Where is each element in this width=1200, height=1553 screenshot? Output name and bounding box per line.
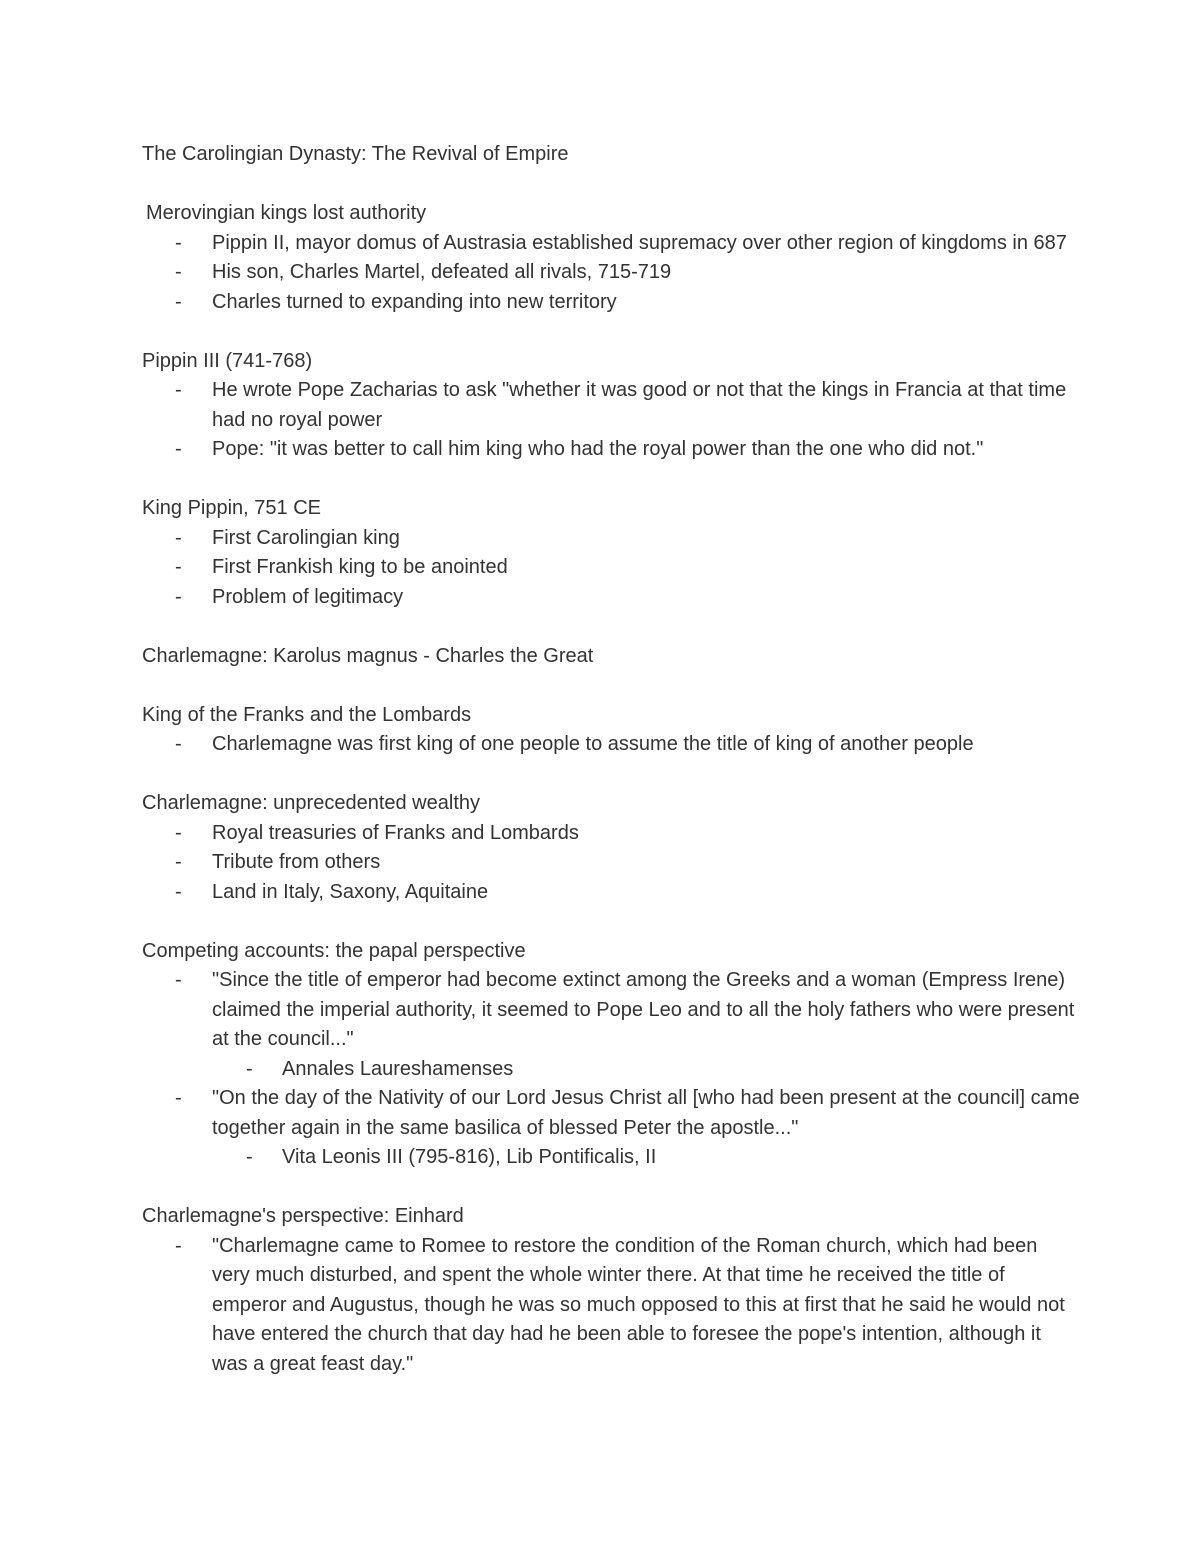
section-heading: Charlemagne: Karolus magnus - Charles the Great [142,644,594,667]
bullet-list [142,819,1080,908]
list-item [142,258,1080,288]
list-item [142,553,1080,583]
dash-bullet: - [175,1087,182,1109]
list-item-text: Problem of legitimacy [212,585,404,608]
bullet-list [142,966,1080,1173]
dash-bullet: - [175,526,182,549]
dash-bullet: - [175,556,182,578]
section-heading: Charlemagne's perspective: Einhard [142,1205,464,1227]
list-item-text: First Carolingian king [212,526,400,549]
dash-bullet: - [175,231,182,254]
list-item-text: First Frankish king to be anointed [212,556,508,578]
list-item [142,966,1080,1084]
section-king-pippin [142,494,1080,612]
bullet-list [142,229,1080,318]
section-charlemagne-name [142,642,1080,672]
list-item-text: "Charlemagne came to Romee to restore the condition of the Roman church, which had been very much disturbed, and spent the whole winter there. At that time he received the title of emperor and Augustus, though he was so much opposed to this at first that he said he would not have entered the church that day had he been able to foresee the pope's intention, although it was a great feast day." [212,1234,1065,1375]
sub-list-item [212,1143,1080,1173]
section-heading: King of the Franks and the Lombards [142,703,472,726]
section-wealth [142,789,1080,907]
list-item [142,288,1080,318]
dash-bullet: - [175,438,182,460]
list-item-text: "Since the title of emperor had become extinct among the Greeks and a woman (Empress Irene) claimed the imperial authority, it seemed to Pope Leo and to all the holy fathers who were present at the council..." [212,969,1075,1050]
document-title: The Carolingian Dynasty: The Revival of Empire [142,143,569,165]
list-item-text: His son, Charles Martel, defeated all rivals, 715-719 [212,261,672,283]
dash-bullet: - [175,1234,182,1257]
section-heading: Pippin III (741-768) [142,349,313,372]
bullet-list [142,524,1080,613]
dash-bullet: - [175,969,182,991]
dash-bullet: - [175,261,182,283]
list-item-text: Land in Italy, Saxony, Aquitaine [212,880,489,903]
list-item [142,819,1080,849]
list-item [142,524,1080,554]
dash-bullet: - [175,880,182,903]
list-item [142,848,1080,878]
dash-bullet: - [175,585,182,608]
list-item [142,229,1080,259]
list-item-text: Pope: "it was better to call him king who had the royal power than the one who did not." [212,438,984,460]
list-item [142,376,1080,435]
list-item-text: Charlemagne was first king of one people to assume the title of king of another people [212,733,974,755]
section-heading: King Pippin, 751 CE [142,497,322,519]
section-pippin-iii [142,347,1080,465]
list-item-text: He wrote Pope Zacharias to ask "whether it was good or not that the kings in Francia at that time had no royal power [212,379,1067,431]
dash-bullet: - [175,733,182,755]
list-item-text: Charles turned to expanding into new territory [212,290,617,313]
section-einhard [142,1202,1080,1379]
list-item [142,435,1080,465]
dash-bullet: - [246,1146,253,1168]
sub-list-item [212,1055,1080,1085]
dash-bullet: - [175,379,182,401]
list-item-text: Royal treasuries of Franks and Lombards [212,821,579,844]
section-heading: Charlemagne: unprecedented wealthy [142,792,480,814]
bullet-list [142,376,1080,465]
source-citation: Vita Leonis III (795-816), Lib Pontificalis, II [282,1146,657,1168]
list-item [142,878,1080,908]
section-merovingian [142,199,1080,317]
section-papal-perspective [142,937,1080,1173]
sub-bullet-list [212,1055,1080,1085]
bullet-list [142,730,1080,760]
dash-bullet: - [175,851,182,873]
list-item-text: Pippin II, mayor domus of Austrasia established supremacy over other region of kingdoms in 687 [212,231,1067,254]
dash-bullet: - [175,290,182,313]
section-king-franks-lombards [142,701,1080,760]
list-item [142,730,1080,760]
list-item-text: "On the day of the Nativity of our Lord Jesus Christ all [who had been present at the council] came together again in the same basilica of blessed Peter the apostle..." [212,1087,1080,1139]
list-item [142,583,1080,613]
sub-bullet-list [212,1143,1080,1173]
list-item [142,1232,1080,1380]
bullet-list [142,1232,1080,1380]
dash-bullet: - [246,1057,253,1080]
section-heading: Merovingian kings lost authority [146,202,427,224]
dash-bullet: - [175,821,182,844]
list-item-text: Tribute from others [212,851,381,873]
list-item [142,1084,1080,1173]
section-heading: Competing accounts: the papal perspective [142,939,526,962]
source-citation: Annales Laureshamenses [282,1057,514,1080]
